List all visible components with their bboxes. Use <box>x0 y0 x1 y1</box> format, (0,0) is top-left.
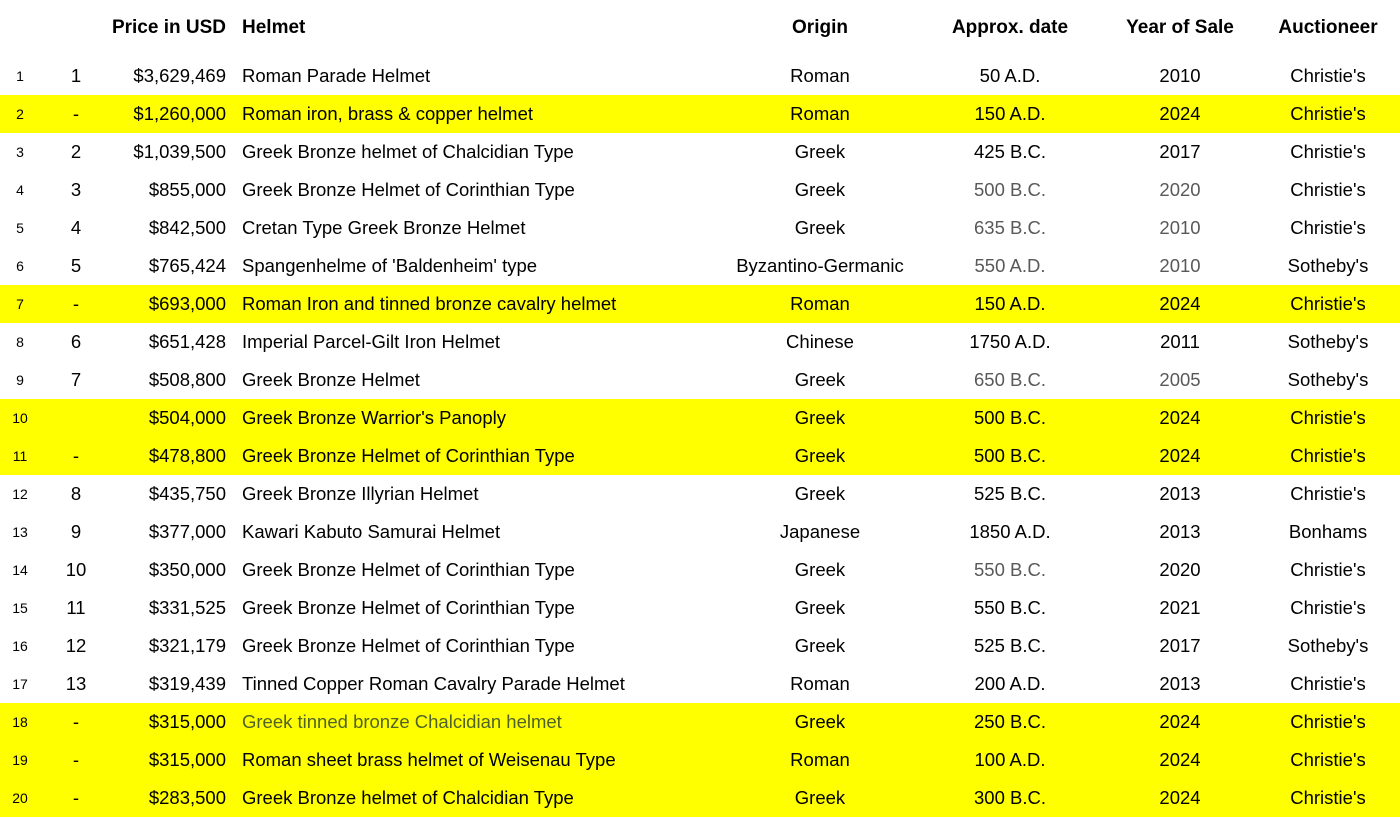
auctioneer-cell: Christie's <box>1290 141 1366 162</box>
rank-cell: - <box>72 445 80 466</box>
auctioneer-cell: Christie's <box>1290 597 1366 618</box>
rank-cell: 1 <box>70 65 82 86</box>
year-of-sale-cell: 2017 <box>1159 635 1201 656</box>
helmet-name-cell: Greek Bronze Helmet of Corinthian Type <box>242 179 575 200</box>
origin-cell: Greek <box>794 597 846 618</box>
table-row <box>0 589 1400 627</box>
approx-date-cell: 1850 A.D. <box>969 521 1051 542</box>
helmet-name-cell: Roman Parade Helmet <box>242 65 431 86</box>
rank-cell: - <box>72 711 80 732</box>
helmet-name-cell: Greek Bronze Helmet of Corinthian Type <box>242 445 575 466</box>
price-cell: $377,000 <box>148 521 226 542</box>
approx-date-cell: 550 B.C. <box>974 597 1046 618</box>
helmet-name-cell: Imperial Parcel-Gilt Iron Helmet <box>242 331 501 352</box>
approx-date-cell: 300 B.C. <box>974 787 1046 808</box>
row-number: 14 <box>12 562 28 578</box>
origin-cell: Greek <box>794 711 846 732</box>
row-number: 3 <box>16 144 24 160</box>
header-approx-date: Approx. date <box>951 17 1069 38</box>
row-number: 18 <box>12 714 28 730</box>
rank-cell: 2 <box>70 141 82 162</box>
rank-cell: - <box>72 749 80 770</box>
origin-cell: Greek <box>794 635 846 656</box>
origin-cell: Roman <box>790 749 850 770</box>
approx-date-cell: 635 B.C. <box>974 217 1046 238</box>
rank-cell: 3 <box>70 179 82 200</box>
helmet-name-cell: Greek Bronze Helmet <box>242 369 420 390</box>
auctioneer-cell: Christie's <box>1290 407 1366 428</box>
helmet-name-cell: Greek Bronze Warrior's Panoply <box>242 407 506 428</box>
price-cell: $765,424 <box>148 255 226 276</box>
rank-cell <box>46 399 106 437</box>
row-number: 16 <box>12 638 28 654</box>
origin-cell: Greek <box>794 369 846 390</box>
row-number: 12 <box>12 486 28 502</box>
approx-date-cell: 500 B.C. <box>974 445 1046 466</box>
origin-cell: Greek <box>794 483 846 504</box>
year-of-sale-cell: 2024 <box>1159 787 1201 808</box>
table-row <box>0 779 1400 817</box>
price-cell: $1,039,500 <box>133 141 226 162</box>
rank-cell: 8 <box>70 483 82 504</box>
table-row <box>0 95 1400 133</box>
price-cell: $350,000 <box>148 559 226 580</box>
origin-cell: Roman <box>790 103 850 124</box>
helmet-name-cell: Greek Bronze Helmet of Corinthian Type <box>242 559 575 580</box>
approx-date-cell: 250 B.C. <box>974 711 1046 732</box>
price-cell: $855,000 <box>148 179 226 200</box>
header-auctioneer: Auctioneer <box>1278 17 1378 38</box>
approx-date-cell: 525 B.C. <box>974 483 1046 504</box>
year-of-sale-cell: 2013 <box>1159 521 1201 542</box>
helmet-name-cell: Greek Bronze Helmet of Corinthian Type <box>242 597 575 618</box>
auctioneer-cell: Christie's <box>1290 179 1366 200</box>
row-number: 6 <box>16 258 24 274</box>
year-of-sale-cell: 2017 <box>1159 141 1201 162</box>
year-of-sale-cell: 2013 <box>1159 673 1201 694</box>
rank-cell: 7 <box>70 369 82 390</box>
price-cell: $315,000 <box>148 711 226 732</box>
table-row <box>0 247 1400 285</box>
table-row <box>0 437 1400 475</box>
row-number: 2 <box>16 106 24 122</box>
year-of-sale-cell: 2024 <box>1159 445 1201 466</box>
rank-cell: 13 <box>65 673 87 694</box>
helmet-name-cell: Cretan Type Greek Bronze Helmet <box>242 217 526 238</box>
auctioneer-cell: Sotheby's <box>1287 331 1369 352</box>
approx-date-cell: 425 B.C. <box>974 141 1046 162</box>
price-cell: $315,000 <box>148 749 226 770</box>
origin-cell: Greek <box>794 787 846 808</box>
header-year-of-sale: Year of Sale <box>1126 17 1234 38</box>
header-helmet: Helmet <box>242 17 306 38</box>
table-row <box>0 361 1400 399</box>
table-row <box>0 285 1400 323</box>
price-cell: $508,800 <box>148 369 226 390</box>
rank-cell: 10 <box>65 559 87 580</box>
price-cell: $3,629,469 <box>133 65 226 86</box>
table-row <box>0 741 1400 779</box>
year-of-sale-cell: 2020 <box>1159 179 1201 200</box>
year-of-sale-cell: 2024 <box>1159 749 1201 770</box>
rank-cell: 12 <box>65 635 87 656</box>
rank-cell: - <box>72 103 80 124</box>
approx-date-cell: 550 B.C. <box>974 559 1046 580</box>
approx-date-cell: 200 A.D. <box>974 673 1046 694</box>
header-origin: Origin <box>792 17 848 38</box>
rank-cell: 5 <box>70 255 82 276</box>
price-cell: $504,000 <box>148 407 226 428</box>
year-of-sale-cell: 2020 <box>1159 559 1201 580</box>
year-of-sale-cell: 2010 <box>1159 255 1201 276</box>
auctioneer-cell: Christie's <box>1290 445 1366 466</box>
price-cell: $1,260,000 <box>133 103 226 124</box>
price-cell: $283,500 <box>148 787 226 808</box>
helmet-name-cell: Greek tinned bronze Chalcidian helmet <box>242 711 562 732</box>
year-of-sale-cell: 2021 <box>1159 597 1201 618</box>
helmet-name-cell: Greek Bronze helmet of Chalcidian Type <box>242 141 574 162</box>
table-row <box>0 627 1400 665</box>
approx-date-cell: 150 A.D. <box>974 103 1046 124</box>
origin-cell: Roman <box>790 65 850 86</box>
origin-cell: Roman <box>790 673 850 694</box>
table-row <box>0 323 1400 361</box>
helmet-name-cell: Spangenhelme of 'Baldenheim' type <box>242 255 538 276</box>
table-row <box>0 703 1400 741</box>
price-cell: $842,500 <box>148 217 226 238</box>
price-cell: $435,750 <box>148 483 226 504</box>
origin-cell: Byzantino-Germanic <box>736 255 904 276</box>
price-cell: $651,428 <box>148 331 226 352</box>
row-number: 17 <box>12 676 28 692</box>
table-row <box>0 209 1400 247</box>
price-cell: $331,525 <box>148 597 226 618</box>
helmet-name-cell: Roman iron, brass & copper helmet <box>242 103 533 124</box>
price-cell: $321,179 <box>148 635 226 656</box>
year-of-sale-cell: 2010 <box>1159 65 1201 86</box>
auctioneer-cell: Sotheby's <box>1287 369 1369 390</box>
origin-cell: Greek <box>794 407 846 428</box>
table-row <box>0 171 1400 209</box>
table-row <box>0 399 1400 437</box>
header-row <box>0 9 1400 47</box>
origin-cell: Roman <box>790 293 850 314</box>
rank-cell: - <box>72 293 80 314</box>
approx-date-cell: 500 B.C. <box>974 407 1046 428</box>
helmet-name-cell: Greek Bronze Illyrian Helmet <box>242 483 479 504</box>
header-price: Price in USD <box>111 17 226 38</box>
year-of-sale-cell: 2013 <box>1159 483 1201 504</box>
origin-cell: Greek <box>794 141 846 162</box>
year-of-sale-cell: 2010 <box>1159 217 1201 238</box>
row-number: 19 <box>12 752 28 768</box>
row-number: 11 <box>12 448 28 464</box>
auctioneer-cell: Christie's <box>1290 103 1366 124</box>
auctioneer-cell: Christie's <box>1290 483 1366 504</box>
auctioneer-cell: Christie's <box>1290 711 1366 732</box>
table-row <box>0 57 1400 95</box>
origin-cell: Greek <box>794 179 846 200</box>
approx-date-cell: 550 A.D. <box>974 255 1046 276</box>
auctioneer-cell: Bonhams <box>1288 521 1368 542</box>
row-number: 13 <box>12 524 28 540</box>
auctioneer-cell: Sotheby's <box>1287 635 1369 656</box>
helmet-name-cell: Roman Iron and tinned bronze cavalry helmet <box>242 293 617 314</box>
row-number: 20 <box>12 790 28 806</box>
helmet-name-cell: Greek Bronze Helmet of Corinthian Type <box>242 635 575 656</box>
auctioneer-cell: Christie's <box>1290 293 1366 314</box>
row-number: 10 <box>12 410 28 426</box>
rank-cell: - <box>72 787 80 808</box>
price-cell: $478,800 <box>148 445 226 466</box>
price-cell: $693,000 <box>148 293 226 314</box>
rank-cell: 6 <box>70 331 82 352</box>
row-number: 4 <box>16 182 24 198</box>
approx-date-cell: 150 A.D. <box>974 293 1046 314</box>
auctioneer-cell: Christie's <box>1290 559 1366 580</box>
origin-cell: Greek <box>794 217 846 238</box>
row-number: 5 <box>16 220 24 236</box>
helmet-name-cell: Roman sheet brass helmet of Weisenau Type <box>242 749 616 770</box>
row-number: 8 <box>16 334 24 350</box>
row-number: 9 <box>16 372 24 388</box>
approx-date-cell: 650 B.C. <box>974 369 1046 390</box>
year-of-sale-cell: 2024 <box>1159 711 1201 732</box>
helmet-name-cell: Tinned Copper Roman Cavalry Parade Helmet <box>242 673 625 694</box>
year-of-sale-cell: 2024 <box>1159 407 1201 428</box>
table-row <box>0 133 1400 171</box>
year-of-sale-cell: 2011 <box>1160 331 1200 352</box>
approx-date-cell: 100 A.D. <box>974 749 1046 770</box>
origin-cell: Greek <box>794 445 846 466</box>
auctioneer-cell: Christie's <box>1290 65 1366 86</box>
year-of-sale-cell: 2005 <box>1159 369 1201 390</box>
auctioneer-cell: Christie's <box>1290 217 1366 238</box>
auctioneer-cell: Christie's <box>1290 787 1366 808</box>
table-row <box>0 475 1400 513</box>
approx-date-cell: 500 B.C. <box>974 179 1046 200</box>
table-row <box>0 551 1400 589</box>
auctioneer-cell: Sotheby's <box>1287 255 1369 276</box>
rank-cell: 4 <box>70 217 82 238</box>
approx-date-cell: 50 A.D. <box>979 65 1041 86</box>
table-row <box>0 513 1400 551</box>
rank-cell: 9 <box>70 521 82 542</box>
auctioneer-cell: Christie's <box>1290 749 1366 770</box>
table-row <box>0 665 1400 703</box>
origin-cell: Chinese <box>786 331 854 352</box>
helmet-name-cell: Greek Bronze helmet of Chalcidian Type <box>242 787 574 808</box>
row-number: 7 <box>16 296 24 312</box>
helmet-name-cell: Kawari Kabuto Samurai Helmet <box>242 521 501 542</box>
origin-cell: Greek <box>794 559 846 580</box>
origin-cell: Japanese <box>779 521 861 542</box>
year-of-sale-cell: 2024 <box>1159 103 1201 124</box>
price-cell: $319,439 <box>148 673 226 694</box>
auctioneer-cell: Christie's <box>1290 673 1366 694</box>
approx-date-cell: 1750 A.D. <box>969 331 1051 352</box>
row-number: 1 <box>16 68 24 84</box>
rank-cell: 11 <box>66 597 86 618</box>
row-number: 15 <box>12 600 28 616</box>
year-of-sale-cell: 2024 <box>1159 293 1201 314</box>
approx-date-cell: 525 B.C. <box>974 635 1046 656</box>
